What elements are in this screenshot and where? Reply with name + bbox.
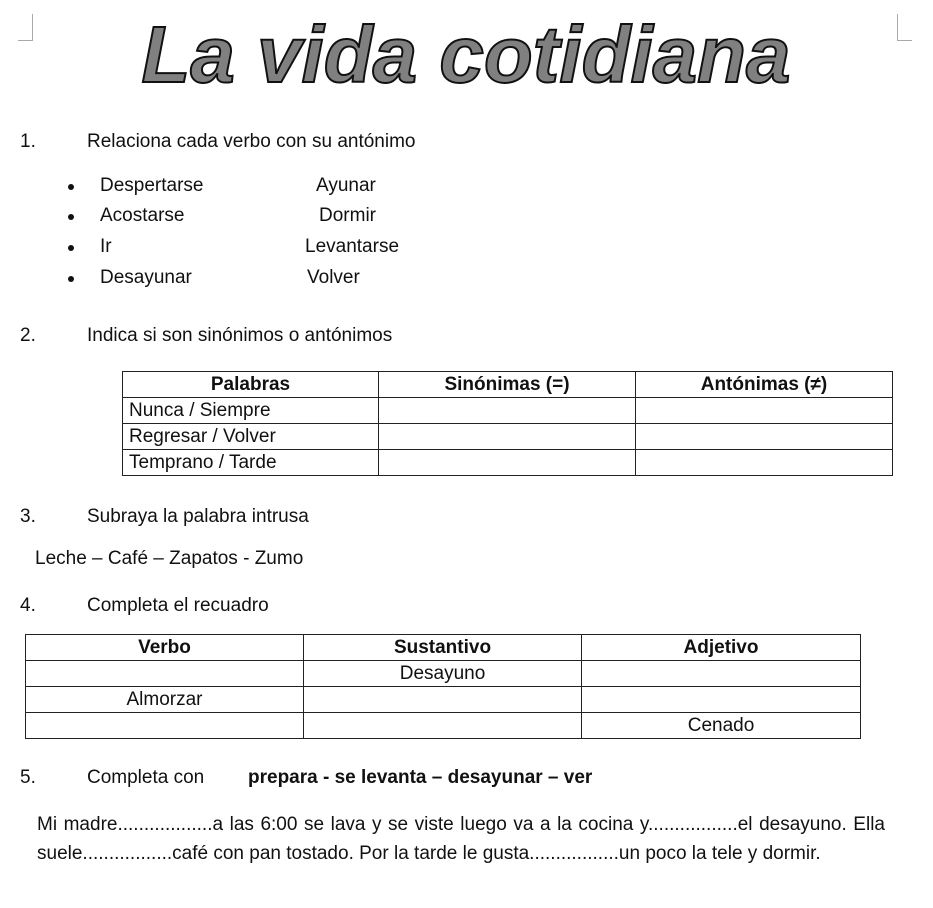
q2-number: 2. <box>20 325 36 346</box>
table-row: Desayuno <box>26 661 861 687</box>
q3-number: 3. <box>20 506 36 527</box>
antonym-word: Volver <box>307 267 360 288</box>
table-row: Cenado <box>26 713 861 739</box>
table-row: Temprano / Tarde <box>123 450 893 476</box>
table-row: Almorzar <box>26 687 861 713</box>
synonym-table: Palabras Sinónimas (=) Antónimas (≠) Nunca / Siempre Regresar / Volver Temprano / Tarde <box>122 371 893 476</box>
word-list: Leche – Café – Zapatos - Zumo <box>35 548 304 569</box>
table-row: Nunca / Siempre <box>123 398 893 424</box>
q2-instruction: Indica si son sinónimos o antónimos <box>87 325 393 346</box>
fill-in-paragraph: Mi madre..................a las 6:00 se lava y se viste luego va a la cocina y.................el desayuno. Ella suele.................café con pan tostado. Por la tarde le gusta.................un poco la tele y dormir. <box>37 814 885 864</box>
word-family-table: Verbo Sustantivo Adjetivo Desayuno Almorzar Cenado <box>25 634 861 739</box>
q5-instruction: Completa con <box>87 767 205 788</box>
table-row: Regresar / Volver <box>123 424 893 450</box>
antonym-word: Levantarse <box>305 236 400 257</box>
q1-instruction: Relaciona cada verbo con su antónimo <box>87 131 416 152</box>
antonym-word: Dormir <box>319 205 376 226</box>
q5-word-bank: prepara - se levanta – desayunar – ver <box>248 767 593 788</box>
title-text: La vida cotidiana <box>141 12 791 99</box>
q4-number: 4. <box>20 595 36 616</box>
q1-number: 1. <box>20 131 36 152</box>
q5-number: 5. <box>20 767 36 788</box>
antonym-word: Ayunar <box>316 175 376 196</box>
q4-instruction: Completa el recuadro <box>87 595 269 616</box>
page-title <box>0 12 933 108</box>
q3-instruction: Subraya la palabra intrusa <box>87 506 309 527</box>
